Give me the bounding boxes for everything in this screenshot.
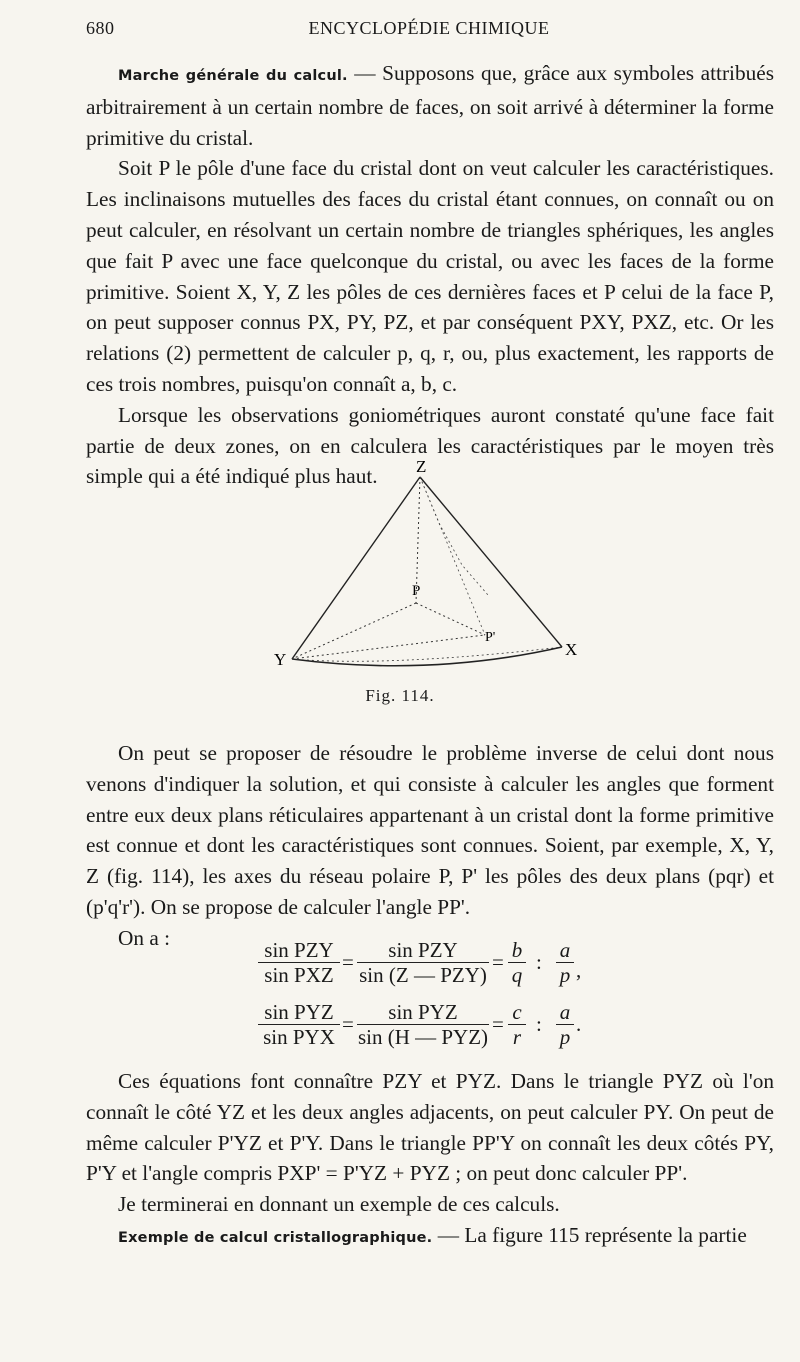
label-p: P	[412, 583, 421, 599]
eq1-colon: :	[536, 950, 542, 974]
running-title: ENCYCLOPÉDIE CHIMIQUE	[308, 18, 550, 38]
paragraph-marche-text: — Supposons que, grâce aux symboles attribués arbitrairement à un certain nombre de faces, on soit arrivé à déterminer la forme primitive du cristal.	[86, 61, 774, 150]
paragraph-equations: Ces équations font connaître PZY et PYZ. Dans le triangle PYZ où l'on connaît le côté YZ et les deux angles adjacents, on peut calculer PY. On peut de même calculer P'YZ et P'Y. Dans le triangle PP'Y on connaît les deux côtés PY, P'Y et l'angle compris PXP' = P'YZ + PYZ ; on peut donc calculer PP'.	[86, 1069, 774, 1186]
eq2-f4-numerator: a	[556, 1000, 574, 1025]
eq1-equals-2: =	[492, 950, 504, 974]
paragraph-exemple-text: — La figure 115 représente la partie	[432, 1222, 747, 1247]
eq1-comma: ,	[576, 958, 582, 982]
eq2-fraction-4	[556, 1000, 574, 1049]
figure-caption: Fig. 114.	[365, 686, 435, 705]
eq2-f4-denominator: p	[559, 1025, 571, 1049]
eq1-fraction-2	[357, 938, 489, 987]
paragraph-exemple	[86, 1220, 774, 1254]
eq1-f4-numerator: a	[556, 938, 574, 963]
label-p-prime: P'	[485, 630, 496, 645]
eq2-equals-2: =	[492, 1012, 504, 1036]
eq2-colon: :	[536, 1012, 542, 1036]
eq2-f2-denominator: sin (H — PYZ)	[357, 1025, 489, 1049]
eq2-f3-numerator: c	[508, 1000, 526, 1025]
page-number: 680	[86, 18, 115, 38]
eq1-f3-denominator: q	[511, 963, 523, 987]
eq1-f1-numerator: sin PZY	[258, 938, 340, 963]
eq1-equals-1: =	[342, 950, 354, 974]
paragraph-soit: Soit P le pôle d'une face du cristal dont on veut calculer les caractéristiques. Les inclinaisons mutuelles des faces du cristal étant connues, on connaît ou on peut calculer, en résolvant un certain nombre de triangles sphériques, les angles que fait P avec une face quelconque du cristal, ou avec les faces de la forme primitive. Soient X, Y, Z les pôles de ces dernières faces et P celui de la face P, on peut supposer connus PX, PY, PZ, et par conséquent PXY, PXZ, etc. Or les relations (2) permettent de calculer p, q, r, ou, plus exactement, les rapports de ces trois nombres, puisqu'on connaît a, b, c.	[86, 156, 774, 396]
paragraph-inverse: On peut se proposer de résoudre le problème inverse de celui dont nous venons d'indiquer la solution, et qui consiste à calculer les angles que forment entre eux deux plans réticulaires appartenant à un cristal dont la forme primitive est connue et dont les caractéristiques sont connues. Soient, par exemple, X, Y, Z (fig. 114), les axes du réseau polaire P, P' les pôles des deux plans (pqr) et (p'q'r'). On se propose de calculer l'angle PP'.	[86, 741, 774, 919]
paragraph-lorsque: Lorsque les observations goniométriques auront constaté qu'une face fait partie de deux zones, on en calculera les caractéristiques par le moyen très simple qui a été indiqué plus haut.	[86, 402, 774, 489]
eq1-f2-denominator: sin (Z — PZY)	[359, 963, 487, 987]
eq1-f3-numerator: b	[508, 938, 526, 963]
eq2-f1-numerator: sin PYZ	[258, 1000, 340, 1025]
text-block-bottom	[86, 1066, 774, 1254]
eq2-f1-denominator: sin PYX	[263, 1025, 335, 1049]
eq2-fraction-3	[508, 1000, 526, 1049]
eq2-equals-1: =	[342, 1012, 354, 1036]
eq1-f2-numerator: sin PZY	[357, 938, 489, 963]
rubric-exemple: Exemple de calcul cristallographique.	[118, 1229, 433, 1246]
eq1-f1-denominator: sin PXZ	[264, 963, 334, 987]
paragraph-on-a: On a :	[118, 925, 171, 950]
figure-114-diagram	[270, 455, 600, 717]
eq1-fraction-3	[508, 938, 526, 987]
paragraph-terminerai: Je terminerai en donnant un exemple de ces calculs.	[118, 1192, 560, 1217]
eq2-fraction-2	[357, 1000, 489, 1049]
paragraph-marche	[86, 58, 774, 153]
eq1-fraction-1	[258, 938, 340, 987]
text-block-middle	[86, 738, 774, 954]
eq1-fraction-4	[556, 938, 574, 987]
eq2-period: .	[576, 1012, 582, 1036]
rubric-marche: Marche générale du calcul.	[118, 68, 348, 84]
eq2-f2-numerator: sin PYZ	[357, 1000, 489, 1025]
eq2-f3-denominator: r	[512, 1025, 522, 1049]
page-header	[86, 18, 772, 44]
label-x: X	[565, 640, 578, 659]
label-y: Y	[274, 650, 287, 669]
label-z: Z	[416, 457, 427, 476]
eq2-fraction-1	[258, 1000, 340, 1049]
eq1-f4-denominator: p	[559, 963, 571, 987]
text-block-top	[86, 58, 774, 492]
